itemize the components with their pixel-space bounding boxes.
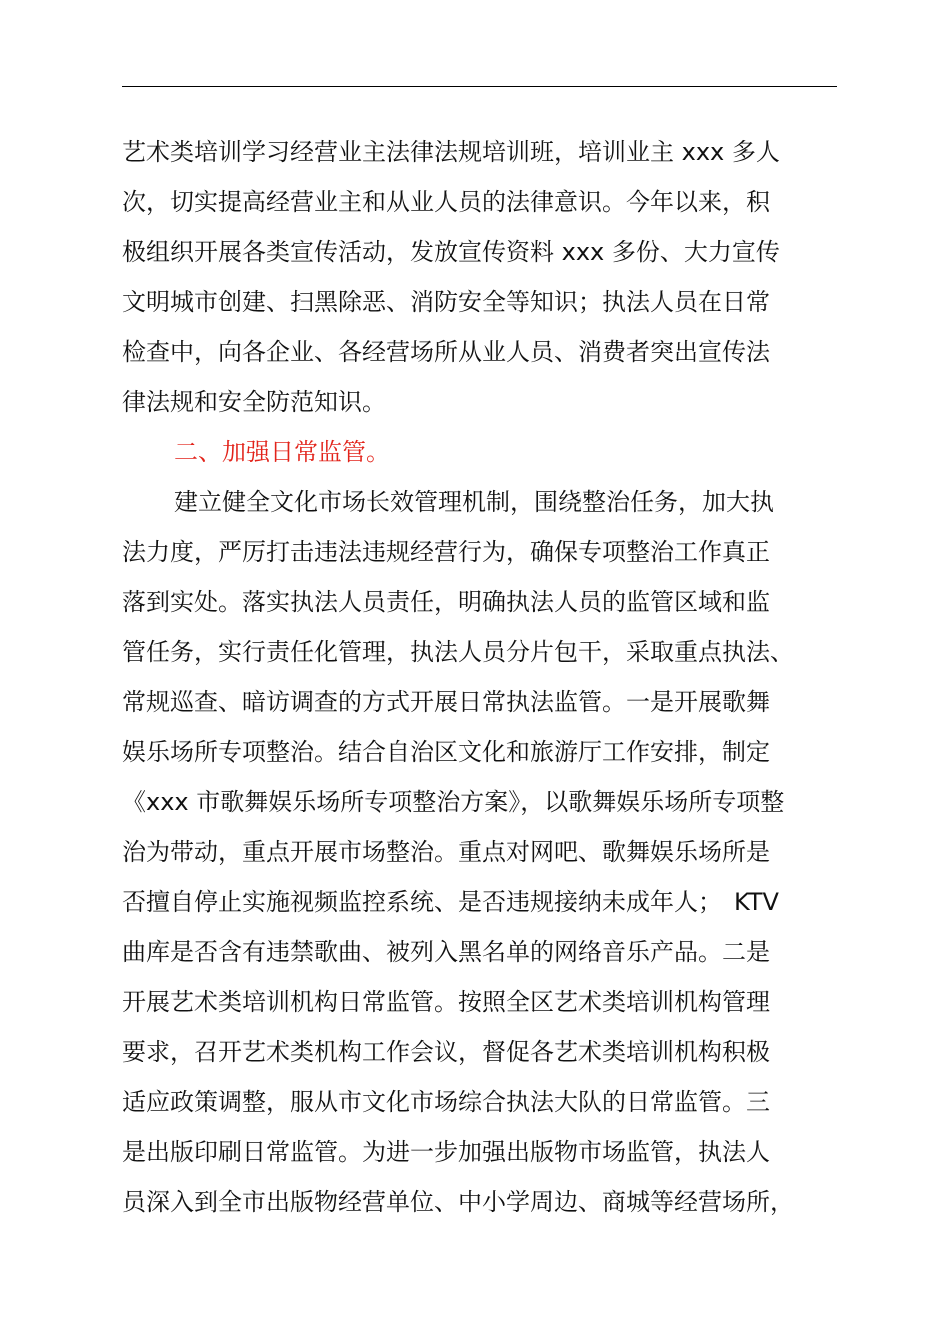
header-rule xyxy=(122,86,837,87)
paragraph-2 xyxy=(122,477,837,1227)
paragraph-line: 是出版印刷日常监管。为进一步加强出版物市场监管，执法人 xyxy=(122,1138,770,1166)
paragraph-line: 落到实处。落实执法人员责任，明确执法人员的监管区域和监 xyxy=(122,588,770,616)
section-heading: 二、加强日常监管。 xyxy=(174,438,390,466)
paragraph-line: 检查中，向各企业、各经营场所从业人员、消费者突出宣传法 xyxy=(122,338,770,366)
paragraph-line: 律法规和安全防范知识。 xyxy=(122,388,386,416)
paragraph-line: 曲库是否含有违禁歌曲、被列入黑名单的网络音乐产品。二是 xyxy=(122,938,770,966)
paragraph-line: 管任务，实行责任化管理，执法人员分片包干，采取重点执法、 xyxy=(122,638,794,666)
paragraph-line: 文明城市创建、扫黑除恶、消防安全等知识；执法人员在日常 xyxy=(122,288,770,316)
document-body xyxy=(122,127,837,1227)
paragraph-line: 适应政策调整，服从市文化市场综合执法大队的日常监管。三 xyxy=(122,1088,770,1116)
paragraph-line: 要求，召开艺术类机构工作会议，督促各艺术类培训机构积极 xyxy=(122,1038,770,1066)
paragraph-line: 员深入到全市出版物经营单位、中小学周边、商城等经营场所， xyxy=(122,1188,794,1216)
paragraph-line: 法力度，严厉打击违法违规经营行为，确保专项整治工作真正 xyxy=(122,538,770,566)
paragraph-line: 艺术类培训学习经营业主法律法规培训班，培训业主 xxx 多人 xyxy=(122,138,780,166)
paragraph-line: 常规巡查、暗访调查的方式开展日常执法监管。一是开展歌舞 xyxy=(122,688,770,716)
paragraph-1 xyxy=(122,127,837,427)
paragraph-line: 开展艺术类培训机构日常监管。按照全区艺术类培训机构管理 xyxy=(122,988,770,1016)
paragraph-line: 否擅自停止实施视频监控系统、是否违规接纳未成年人； KTV xyxy=(122,888,779,916)
paragraph-line: 极组织开展各类宣传活动，发放宣传资料 xxx 多份、大力宣传 xyxy=(122,238,780,266)
paragraph-line: 治为带动，重点开展市场整治。重点对网吧、歌舞娱乐场所是 xyxy=(122,838,770,866)
paragraph-line: 次，切实提高经营业主和从业人员的法律意识。今年以来，积 xyxy=(122,188,770,216)
paragraph-line: 建立健全文化市场长效管理机制，围绕整治任务，加大执 xyxy=(174,488,774,516)
paragraph-line: 《xxx 市歌舞娱乐场所专项整治方案》，以歌舞娱乐场所专项整 xyxy=(122,788,785,816)
paragraph-line: 娱乐场所专项整治。结合自治区文化和旅游厅工作安排，制定 xyxy=(122,738,770,766)
